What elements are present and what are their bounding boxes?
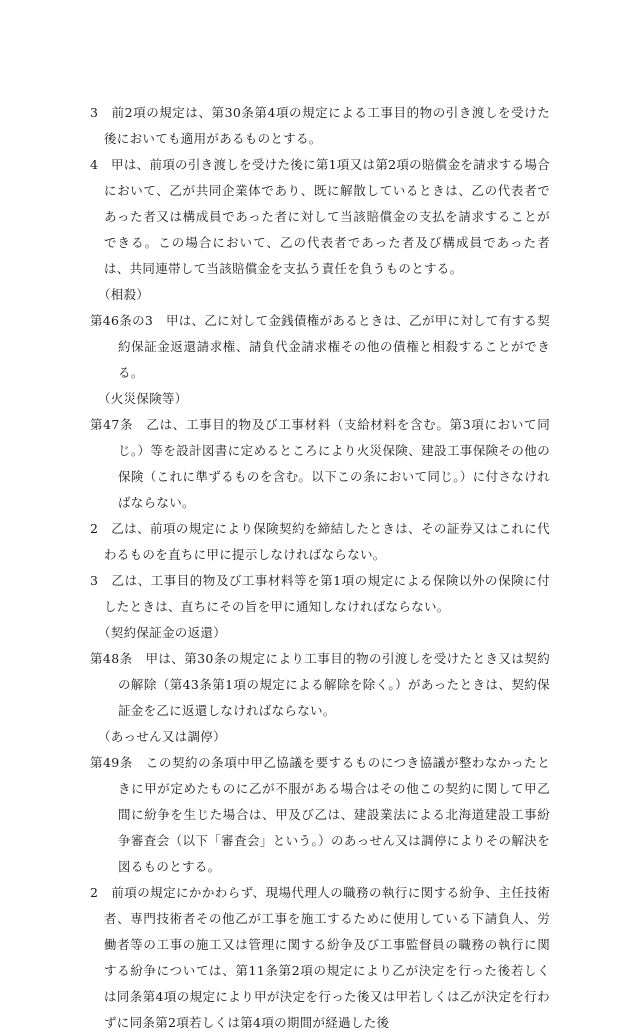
article-heading: （契約保証金の返還） <box>98 625 227 640</box>
article-paragraph: 第47条 乙は、工事目的物及び工事材料（支給材料を含む。第3項において同じ。）等を設計図書に定めるところにより火災保険、建設工事保険その他の保険（これに準ずるものを含む。以下この条において同じ。）に付さなければならない。 <box>90 417 550 510</box>
clause-paragraph: 3 乙は、工事目的物及び工事材料等を第1項の規定による保険以外の保険に付したときは、直ちにその旨を甲に通知しなければならない。 <box>90 573 550 614</box>
clause-paragraph: 2 乙は、前項の規定により保険契約を締結したときは、その証券又はこれに代わるものを直ちに甲に提示しなければならない。 <box>90 521 550 562</box>
article-heading: （相殺） <box>98 287 150 302</box>
article-heading: （あっせん又は調停） <box>98 729 226 744</box>
article-paragraph: 第48条 甲は、第30条の規定により工事目的物の引渡しを受けたとき又は契約の解除（第43条第1項の規定による解除を除く。）があったときは、契約保証金を乙に返還しなければならない。 <box>90 651 550 718</box>
article-paragraph: 第49条 この契約の条項中甲乙協議を要するものにつき協議が整わなかったときに甲が定めたものに乙が不服がある場合はその他この契約に関して甲乙間に紛争を生じた場合は、甲及び乙は、建設業法による北海道建設工事紛争審査会（以下「審査会」という。）のあっせん又は調停によりその解決を図るものとする。 <box>90 755 550 874</box>
clause-paragraph: 4 甲は、前項の引き渡しを受けた後に第1項又は第2項の賠償金を請求する場合において、乙が共同企業体であり、既に解散しているときは、乙の代表者であった者又は構成員であった者に対して当該賠償金の支払を請求することができる。この場合において、乙の代表者であった者及び構成員であった者は、共同連帯して当該賠償金を支払う責任を負うものとする。 <box>90 157 550 276</box>
clause-paragraph: 2 前項の規定にかかわらず、現場代理人の職務の執行に関する紛争、主任技術者、専門技術者その他乙が工事を施工するために使用している下請負人、労働者等の工事の施工又は管理に関する紛争及び工事監督員の職務の執行に関する紛争については、第11条第2項の規定により乙が決定を行った後若しくは同条第4項の規定により甲が決定を行った後又は甲若しくは乙が決定を行わずに同条第2項若しくは第4項の期間が経過した後 <box>90 885 550 1030</box>
article-heading: （火災保険等） <box>98 391 188 406</box>
article-paragraph: 第46条の3 甲は、乙に対して金銭債権があるときは、乙が甲に対して有する契約保証金返還請求権、請負代金請求権その他の債権と相殺することができる。 <box>90 313 550 380</box>
clause-paragraph: 3 前2項の規定は、第30条第4項の規定による工事目的物の引き渡しを受けた後においても適用があるものとする。 <box>90 105 550 146</box>
document-body <box>90 100 550 1036</box>
